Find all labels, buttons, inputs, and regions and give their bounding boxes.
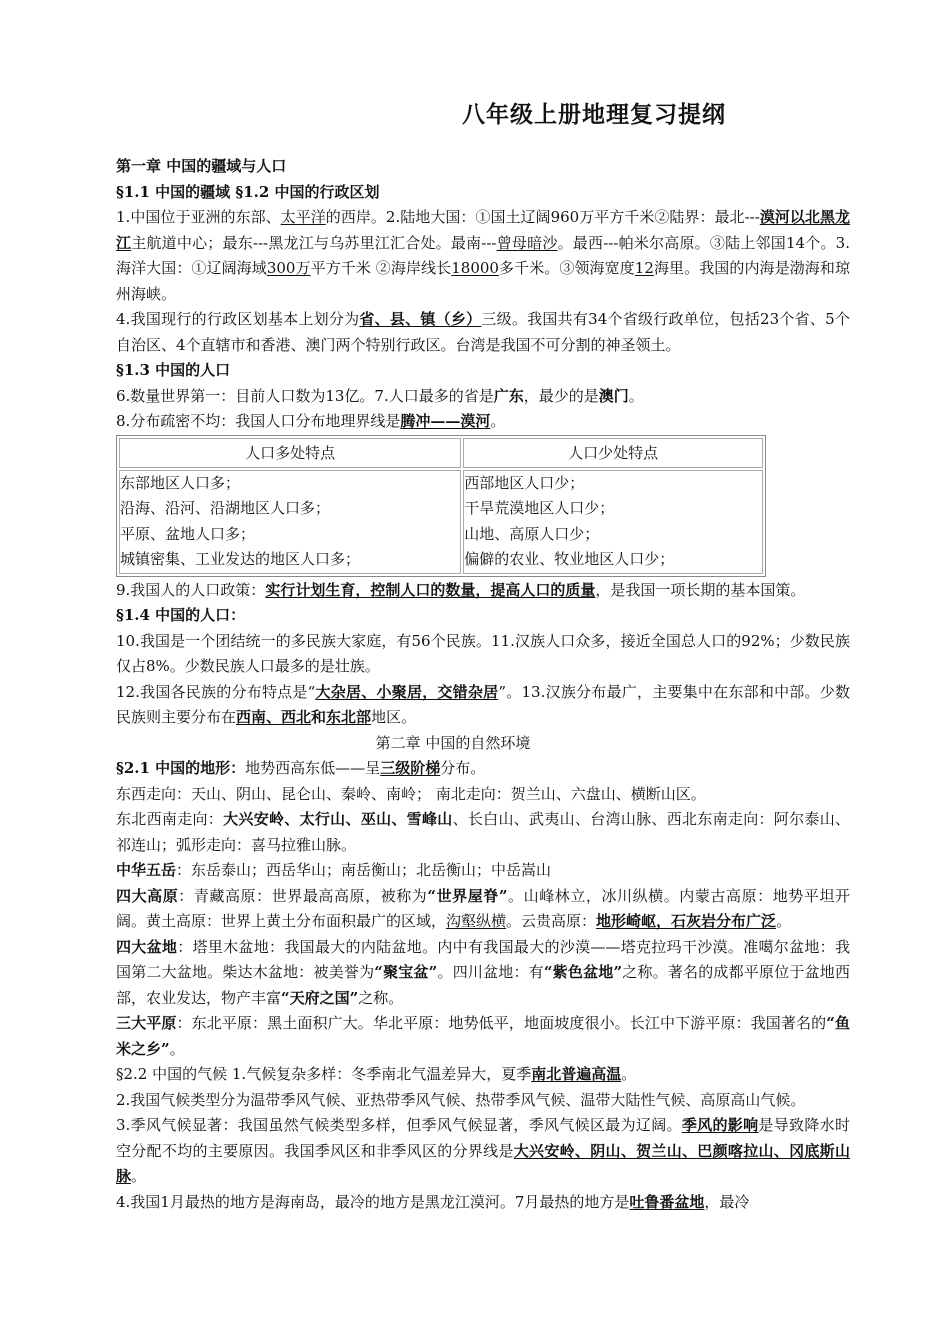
paragraph-16: 2.我国气候类型分为温带季风气候、亚热带季风气候、热带季风气候、温带大陆性气候、高原高山气候。 xyxy=(116,1090,806,1109)
table-header-dense: 人口多处特点 xyxy=(119,438,461,468)
paragraph-18: 4.我国1月最热的地方是海南岛，最冷的地方是黑龙江漠河。7月最热的地方是吐鲁番盆地，最冷 xyxy=(116,1192,750,1211)
paragraph-2: 4.我国现行的行政区划基本上划分为省、县、镇（乡）三级。我国共有34个省级行政单位，包括23个省、5个自治区、4个直辖市和香港、澳门两个特别行政区。台湾是我国不可分割的神圣领土。 xyxy=(116,310,850,354)
paragraph-4: 8.分布疏密不均：我国人口分布地理界线是腾冲——漠河。 xyxy=(116,412,506,430)
paragraph-12: 四大高原：青藏高原：世界最高高原，被称为“世界屋脊”。山峰林立，冰川纵横。内蒙古高原：地势平坦开阔。黄土高原：世界上黄土分布面积最广的区域，沟壑纵横。云贵高原：地形崎岖，石灰岩分布广泛。 xyxy=(116,886,850,930)
section-1-3-heading: §1.3 中国的人口 xyxy=(116,361,231,379)
paragraph-10: 东北西南走向：大兴安岭、太行山、巫山、雪峰山、长白山、武夷山、台湾山脉、西北东南走向：阿尔泰山、祁连山；弧形走向：喜马拉雅山脉。 xyxy=(116,810,850,854)
table-line: 城镇密集、工业发达的地区人口多； xyxy=(120,550,361,568)
paragraph-13: 四大盆地：塔里木盆地：我国最大的内陆盆地。内中有我国最大的沙漠——塔克拉玛干沙漠。准噶尔盆地：我国第二大盆地。柴达木盆地：被美誉为“聚宝盆”。四川盆地：有“紫色盆地”之称。著名的成都平原位于盆地西部，农业发达，物产丰富“天府之国”之称。 xyxy=(116,937,850,1007)
table-line: 沿海、沿河、沿湖地区人口多； xyxy=(120,499,331,517)
paragraph-1: 1.中国位于亚洲的东部、太平洋的西岸。2.陆地大国：①国土辽阔960万平方千米②陆界：最北---漠河以北黑龙江主航道中心；最东---黑龙江与乌苏里江汇合处。最南---曾母暗沙。最西---帕米尔高原。③陆上邻国14个。3.海洋大国：①辽阔海域300万平方千米 ②海岸线长18000多千米。③领海宽度12海里。我国的内海是渤海和琼州海峡。 xyxy=(116,208,850,303)
document-title: 八年级上册地理复习提纲 xyxy=(462,101,726,128)
section-1-4-heading: §1.4 中国的人口： xyxy=(116,606,246,624)
table-line: 东部地区人口多； xyxy=(120,473,241,492)
paragraph-3: 6.数量世界第一：目前人口数为13亿。7.人口最多的省是广东，最少的是澳门。 xyxy=(116,386,644,405)
paragraph-14: 三大平原：东北平原：黑土面积广大。华北平原：地势低平，地面坡度很小。长江中下游平原：我国著名的“鱼米之乡”。 xyxy=(116,1014,850,1058)
table-cell-dense xyxy=(119,470,461,574)
paragraph-15: §2.2 中国的气候 1.气候复杂多样：冬季南北气温差异大，夏季南北普遍高温。 xyxy=(116,1065,637,1083)
chapter-2-heading: 第二章 中国的自然环境 xyxy=(375,733,531,752)
paragraph-8: §2.1 中国的地形：地势西高东低——呈三级阶梯分布。 xyxy=(116,759,486,777)
paragraph-9: 东西走向：天山、阴山、昆仑山、秦岭、南岭； 南北走向：贺兰山、六盘山、横断山区。 xyxy=(116,784,706,803)
table-line: 偏僻的农业、牧业地区人口少； xyxy=(464,550,675,568)
table-line: 平原、盆地人口多； xyxy=(120,524,256,543)
table-cell-sparse xyxy=(463,470,763,574)
paragraph-7: 12.我国各民族的分布特点是“大杂居、小聚居，交错杂居”。13.汉族分布最广，主要集中在东部和中部。少数民族则主要分布在西南、西北和东北部地区。 xyxy=(116,682,850,726)
document-page xyxy=(116,96,850,1215)
table-line: 西部地区人口少； xyxy=(464,473,585,492)
table-header-sparse: 人口少处特点 xyxy=(463,438,763,468)
paragraph-17: 3.季风气候显著：我国虽然气候类型多样，但季风气候显著，季风气候区最为辽阔。季风的影响是导致降水时空分配不均的主要原因。我国季风区和非季风区的分界线是大兴安岭、阴山、贺兰山、巴颜喀拉山、冈底斯山脉。 xyxy=(116,1116,850,1185)
section-1-1-heading: §1.1 中国的疆域 §1.2 中国的行政区划 xyxy=(116,182,380,201)
population-table xyxy=(116,435,766,577)
table-line: 山地、高原人口少； xyxy=(464,524,600,543)
paragraph-11: 中华五岳：东岳泰山；西岳华山；南岳衡山；北岳衡山；中岳嵩山 xyxy=(116,861,552,879)
table-line: 干旱荒漠地区人口少； xyxy=(464,499,615,517)
chapter-1-heading: 第一章 中国的疆域与人口 xyxy=(116,157,287,175)
paragraph-6: 10.我国是一个团结统一的多民族大家庭，有56个民族。11.汉族人口众多，接近全国总人口的92%；少数民族仅占8%。少数民族人口最多的是壮族。 xyxy=(116,631,850,675)
paragraph-5: 9.我国人的人口政策：实行计划生育，控制人口的数量，提高人口的质量，是我国一项长期的基本国策。 xyxy=(116,580,806,599)
